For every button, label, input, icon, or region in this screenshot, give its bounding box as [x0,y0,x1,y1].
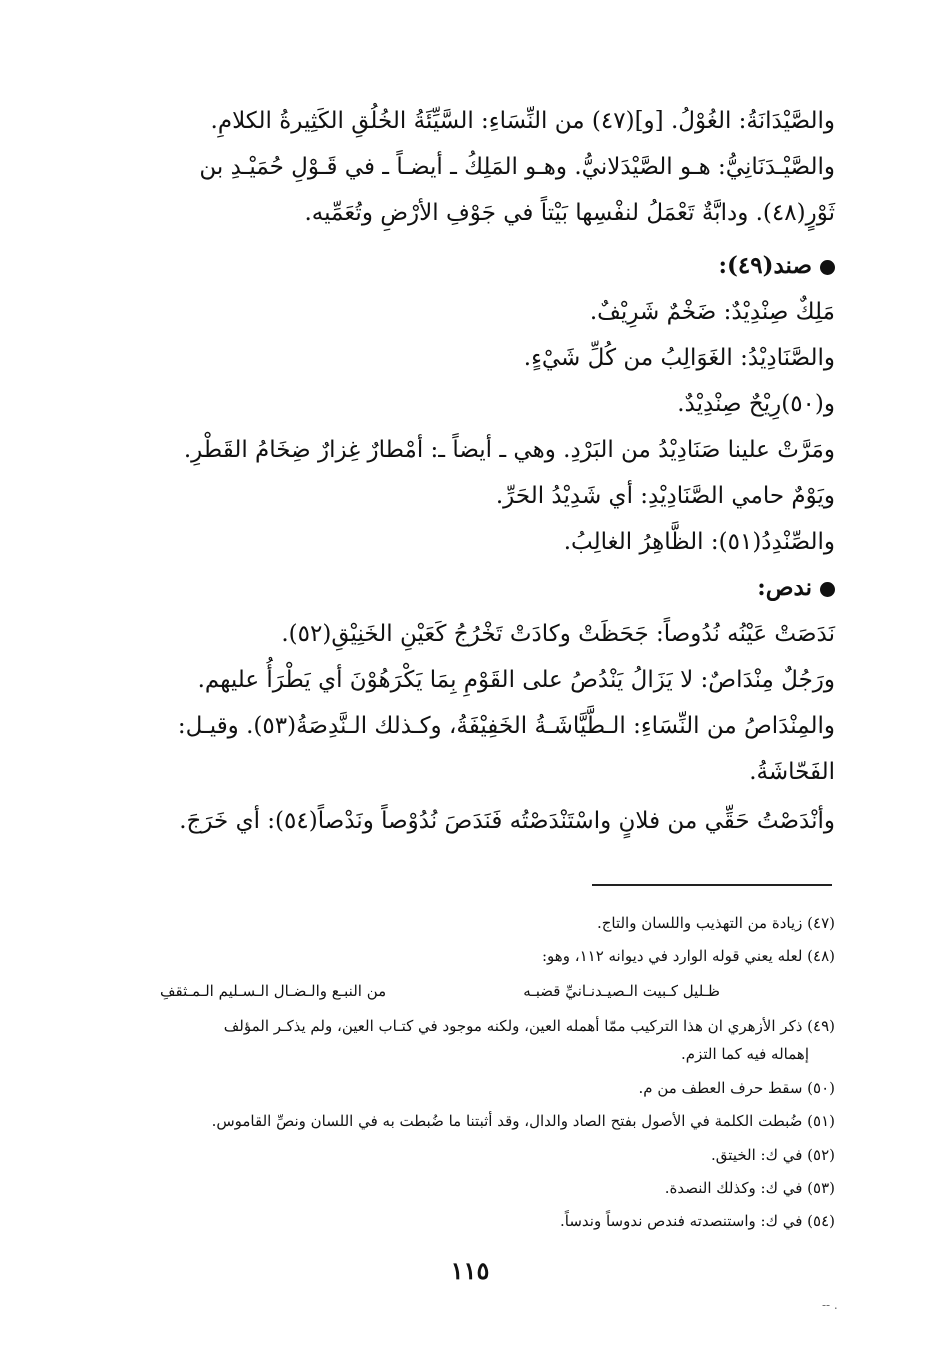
footnote-52: (٥٢) في ك: الخيتق. [711,1146,835,1164]
footnote-49-continued: إهماله فيه كما التزم. [681,1045,809,1063]
footnote-50: (٥٠) سقط حرف العطف من م. [638,1079,835,1097]
footnote-separator [592,884,832,886]
footnote-48-verse [160,978,720,1004]
section-nadas [100,565,835,795]
corner-mark: -- . [822,1298,838,1312]
footnote-53: (٥٣) في ك: وكذلك النصدة. [664,1179,835,1197]
verse-second-half: من النبـع والـضـال الـسـليم الـمـثقفِ [160,982,387,1000]
text-line: ثَوْرٍ(٤٨). ودابَّةٌ تَعْمَلُ لنفْسِها بَيْتاً في جَوْفِ الأرْضِ وتُعَمِّيه. [304,200,835,226]
section-heading [100,243,835,289]
bullet-icon [820,582,835,597]
text-line: والصَّيْـدَنَانِيُّ: هـو الصَّيْدَلانيُّ. وهـو المَلِكُ ـ أيضـاً ـ في قَـوْلِ حُمَيْـدِ بن [199,154,835,180]
text-line: ورَجُلٌ مِنْدَاصٌ: لا يَزَالُ يَنْدُصُ على القَوْمِ بِمَا يَكْرَهُوْنَ أي يَطْرَأُ عليهم. [197,667,835,693]
heading-text: ندص: [757,574,812,601]
section-heading [100,565,835,611]
heading-text: صند(٤٩): [718,252,812,279]
text-line: ومَرَّتْ علينا صَنَادِيْدُ من البَرْدِ. وهي ـ أيضاً ـ: أمْطارٌ غِزارٌ ضِخَامُ القَطْرِ. [183,437,835,463]
entry-block-top [100,98,835,236]
text-line: وأنْدَصْتُ حَقِّي من فلانٍ واسْتَنْدَصْتُه فَنَدَصَ نُدُوْصاً ونَدْصاً(٥٤): أي خَرَجَ. [179,808,835,834]
text-line: والصَّيْدَانَةُ: الغُوْلُ. [و](٤٧) من النِّسَاءِ: السَّيِّئَةُ الخُلُقِ الكَثِيرةُ الكلامِ. [210,108,835,134]
text-line: والمِنْدَاصُ من النِّسَاءِ: الـطَّيَّاشَـةُ الخَفِيْفَةُ، وكـذلك الـنَّدِصَةُ(٥٣). وقيـل: [177,713,835,739]
footnote-47: (٤٧) زيادة من التهذيب واللسان والتاج. [596,914,835,932]
section-sand [100,243,835,565]
footnote-54: (٥٤) في ك: واستنصدته فندص ندوساً وندساً. [560,1212,835,1230]
text-line: الفَحّاشَةُ. [749,759,835,785]
page-number: ١١٥ [450,1256,490,1285]
footnote-49: (٤٩) ذكر الأزهري ان هذا التركيب ممّا أهمله العين، ولكنه موجود في كتـاب العين، ولم يذكـر المؤلف [223,1017,835,1035]
text-line: ويَوْمٌ حامي الصَّنَادِيْدِ: أي شَدِيْدُ الحَرِّ. [495,483,835,509]
text-line: نَدَصَتْ عَيْنُه نُدُوصاً: جَحَظَتْ وكادَتْ تَخْرُجُ كَعَيْنِ الخَنِيْقِ(٥٢). [281,621,835,647]
bullet-icon [820,260,835,275]
footnote-51: (٥١) ضُبطت الكلمة في الأصول بفتح الصاد والدال، وقد أثبتنا ما ضُبطت به في اللسان ونصِّ القاموس. [211,1112,835,1130]
text-line: مَلِكٌ صِنْدِيْدٌ: ضَخْمٌ شَرِيْفٌ. [589,299,835,325]
text-line: والصَّنَادِيْدُ: الغَوَالِبُ من كُلِّ شَيْءٍ. [523,345,835,371]
verse-first-half: ظـليل كـبيت الـصيـدنـانيِّ قضبـه [523,982,720,1000]
section-nadas-last [100,798,835,844]
footnote-48: (٤٨) لعله يعني قوله الوارد في ديوانه ١١٢، وهو: [542,947,835,965]
text-line: والصِّنْدِدُ(٥١): الظَّاهِرُ الغالِبُ. [563,529,835,555]
text-line: و(٥٠)رِيْحٌ صِنْدِيْدٌ. [677,391,835,417]
